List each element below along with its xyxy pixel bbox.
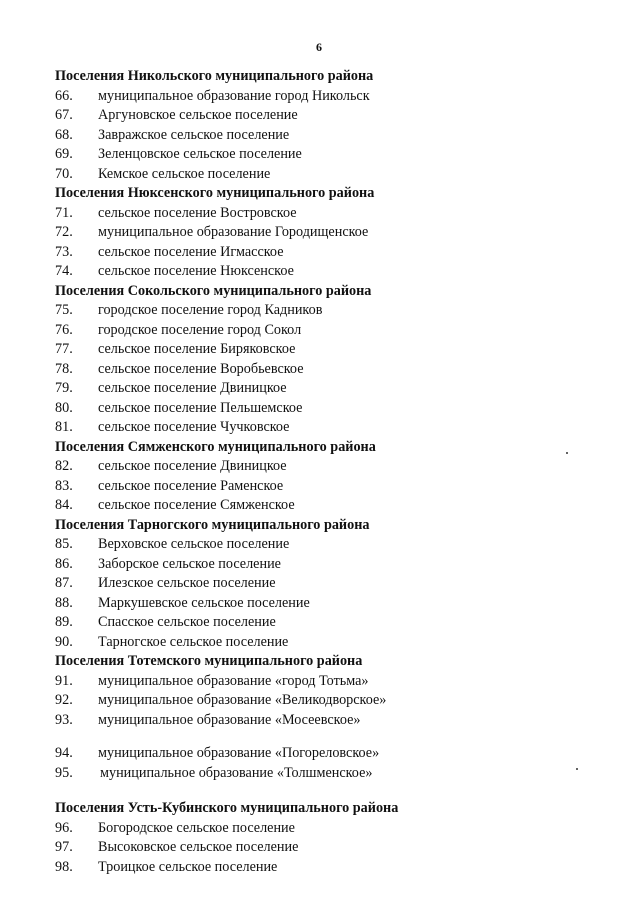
item-name: Кемское сельское поселение [98,165,271,182]
section-heading: Поселения Сямженского муниципального района [55,438,376,455]
item-name: городское поселение город Сокол [98,321,302,338]
list-item [55,126,615,146]
item-name: муниципальное образование «Мосеевское» [98,711,361,728]
item-number: 78. [55,360,73,377]
item-name: муниципальное образование «Погореловское» [98,745,380,761]
scan-speck [576,768,578,770]
item-name: Аргуновское сельское поселение [98,107,298,123]
list-item [55,223,615,243]
spacer [55,730,615,744]
item-number: 66. [55,87,73,104]
list-item [55,204,615,224]
list-item [55,262,615,282]
item-number: 92. [55,692,73,708]
list-item [55,145,615,165]
item-number: 73. [55,243,73,260]
item-name: сельское поселение Двиницкое [98,380,287,396]
item-name: сельское поселение Чучковское [98,419,290,435]
item-number: 95. [55,764,73,781]
list-item [55,418,615,438]
item-number: 91. [55,672,73,689]
page-number: 6 [316,40,322,54]
list-item [55,106,615,126]
item-number: 70. [55,165,73,182]
list-item [55,243,615,263]
item-number: 74. [55,263,73,279]
item-number: 81. [55,419,73,435]
list-item [55,691,615,711]
item-number: 94. [55,745,73,761]
list-item [55,574,615,594]
list-item [55,711,615,731]
item-number: 72. [55,224,73,240]
item-number: 68. [55,126,73,143]
section-heading: Поселения Нюксенского муниципального района [55,185,375,201]
list-item [55,301,615,321]
item-name: сельское поселение Раменское [98,477,284,494]
list-item [55,340,615,360]
item-number: 84. [55,497,73,513]
list-item [55,555,615,575]
item-name: Тарногское сельское поселение [98,633,289,650]
spacer [55,783,615,799]
item-name: сельское поселение Нюксенское [98,263,294,279]
list-item [55,379,615,399]
item-number: 79. [55,380,73,396]
item-number: 80. [55,399,73,416]
list-item [55,594,615,614]
item-number: 83. [55,477,73,494]
item-number: 67. [55,107,73,123]
list-item [55,457,615,477]
item-number: 96. [55,819,73,836]
item-number: 98. [55,858,73,875]
list-item [55,764,615,784]
item-number: 75. [55,302,73,318]
list-item [55,535,615,555]
item-name: Завражское сельское поселение [98,126,290,143]
item-name: Богородское сельское поселение [98,819,295,836]
item-name: Спасское сельское поселение [98,614,276,630]
scan-speck [566,452,568,454]
list-item [55,87,615,107]
item-name: муниципальное образование «город Тотьма» [98,672,369,689]
list-item [55,838,615,858]
settlement-list [55,67,615,877]
list-item [55,858,615,878]
item-number: 82. [55,458,73,474]
item-name: муниципальное образование «Великодворское» [98,692,387,708]
item-name: сельское поселение Воробьевское [98,360,304,377]
item-number: 77. [55,341,73,357]
list-item [55,672,615,692]
item-number: 71. [55,204,73,221]
list-item [55,613,615,633]
list-item [55,399,615,419]
item-name: Маркушевское сельское поселение [98,594,310,611]
section-heading: Поселения Сокольского муниципального района [55,282,372,299]
item-name: муниципальное образование город Никольск [98,87,370,104]
item-name: сельское поселение Сямженское [98,497,295,513]
item-name: сельское поселение Пельшемское [98,399,303,416]
item-number: 89. [55,614,73,630]
item-number: 87. [55,575,73,591]
section-heading: Поселения Усть-Кубинского муниципального района [55,800,399,816]
section-heading: Поселения Тотемского муниципального района [55,653,363,669]
list-item [55,321,615,341]
list-item [55,477,615,497]
item-number: 86. [55,555,73,572]
list-item [55,819,615,839]
list-item [55,165,615,185]
item-name: сельское поселение Биряковское [98,341,296,357]
item-name: Илезское сельское поселение [98,575,276,591]
item-number: 90. [55,633,73,650]
list-item [55,496,615,516]
item-name: муниципальное образование Городищенское [98,224,369,240]
item-name: Зеленцовское сельское поселение [98,146,302,162]
list-item [55,744,615,764]
item-name: муниципальное образование «Толшменское» [100,764,373,781]
item-name: сельское поселение Двиницкое [98,458,287,474]
section-heading: Поселения Никольского муниципального района [55,68,374,84]
section-heading: Поселения Тарногского муниципального района [55,516,370,533]
item-number: 88. [55,594,73,611]
item-name: сельское поселение Игмасское [98,243,284,260]
item-name: Верховское сельское поселение [98,536,290,552]
item-number: 93. [55,711,73,728]
item-name: Высоковское сельское поселение [98,839,299,855]
item-name: Заборское сельское поселение [98,555,281,572]
list-item [55,633,615,653]
item-name: сельское поселение Востровское [98,204,297,221]
item-name: Троицкое сельское поселение [98,858,278,875]
item-number: 85. [55,536,73,552]
item-number: 69. [55,146,73,162]
item-number: 97. [55,839,73,855]
item-number: 76. [55,321,73,338]
list-item [55,360,615,380]
item-name: городское поселение город Кадников [98,302,323,318]
